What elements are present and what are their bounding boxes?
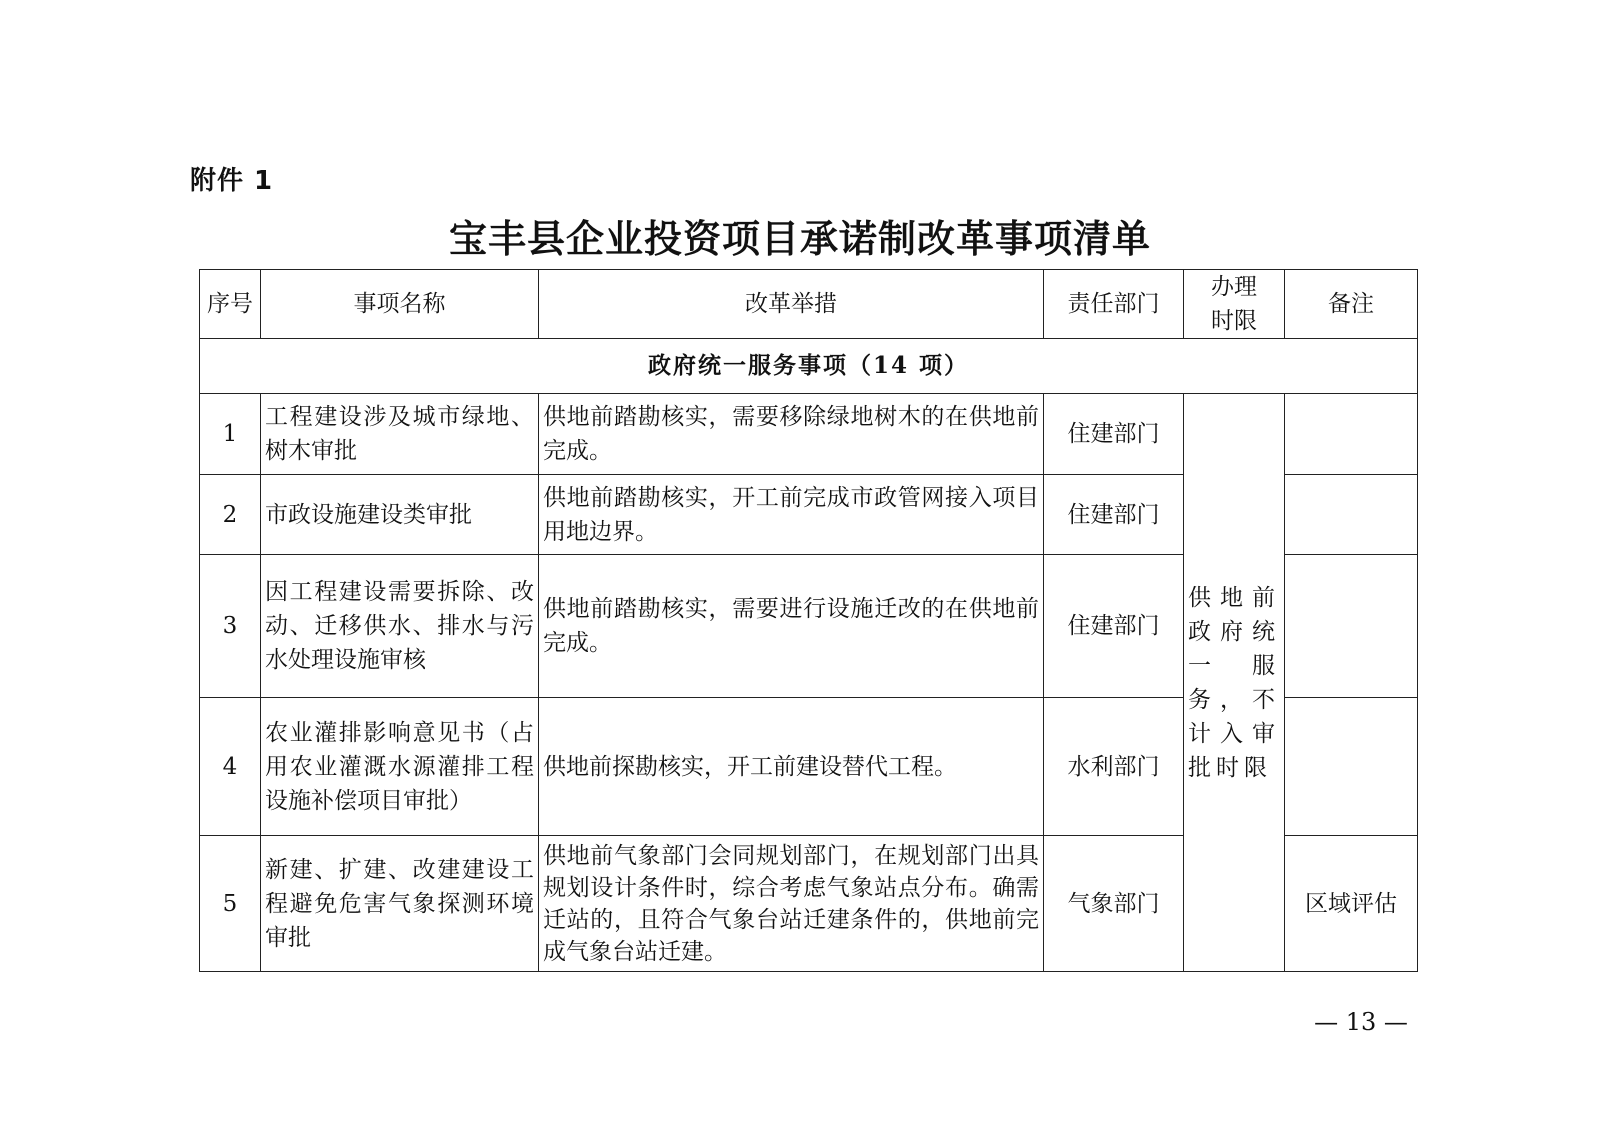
row-measures: 供地前踏勘核实，需要移除绿地树木的在供地前完成。: [539, 394, 1044, 475]
row-department: 气象部门: [1044, 836, 1184, 972]
row-department: 住建部门: [1044, 394, 1184, 475]
row-measures: 供地前踏勘核实，开工前完成市政管网接入项目用地边界。: [539, 475, 1044, 555]
page-number: — 13 —: [1314, 1008, 1408, 1036]
row-measures: 供地前踏勘核实，需要进行设施迁改的在供地前完成。: [539, 555, 1044, 698]
row-item-name: 市政设施建设类审批: [261, 475, 539, 555]
row-item-name: 因工程建设需要拆除、改动、迁移供水、排水与污水处理设施审核: [261, 555, 539, 698]
section-row: [200, 339, 1418, 394]
header-remarks: 备注: [1285, 270, 1418, 339]
row-remarks: [1285, 394, 1418, 475]
row-item-name: 工程建设涉及城市绿地、树木审批: [261, 394, 539, 475]
row-remarks: [1285, 698, 1418, 836]
table-row: [200, 394, 1418, 475]
document-title: 宝丰县企业投资项目承诺制改革事项清单: [448, 217, 1151, 261]
items-table: [199, 269, 1418, 972]
row-department: 住建部门: [1044, 475, 1184, 555]
row-index: 4: [200, 698, 261, 836]
row-index: 2: [200, 475, 261, 555]
table-header-row: [200, 270, 1418, 339]
section-title: 政府统一服务事项（14 项）: [200, 339, 1418, 394]
row-index: 5: [200, 836, 261, 972]
row-index: 1: [200, 394, 261, 475]
shared-time-limit: 供地前政府统一服务，不计入审批时限: [1184, 394, 1285, 972]
row-remarks: 区域评估: [1285, 836, 1418, 972]
attachment-label: 附件 1: [190, 166, 274, 196]
header-item-name: 事项名称: [261, 270, 539, 339]
row-item-name: 农业灌排影响意见书（占用农业灌溉水源灌排工程设施补偿项目审批）: [261, 698, 539, 836]
row-department: 住建部门: [1044, 555, 1184, 698]
row-index: 3: [200, 555, 261, 698]
row-item-name: 新建、扩建、改建建设工程避免危害气象探测环境审批: [261, 836, 539, 972]
header-index: 序号: [200, 270, 261, 339]
header-department: 责任部门: [1044, 270, 1184, 339]
row-department: 水利部门: [1044, 698, 1184, 836]
header-measures: 改革举措: [539, 270, 1044, 339]
header-time-limit: 办理时限: [1184, 270, 1285, 339]
row-measures: 供地前气象部门会同规划部门，在规划部门出具规划设计条件时，综合考虑气象站点分布。确需迁站的，且符合气象台站迁建条件的，供地前完成气象台站迁建。: [539, 836, 1044, 972]
row-remarks: [1285, 475, 1418, 555]
row-remarks: [1285, 555, 1418, 698]
row-measures: 供地前探勘核实，开工前建设替代工程。: [539, 698, 1044, 836]
